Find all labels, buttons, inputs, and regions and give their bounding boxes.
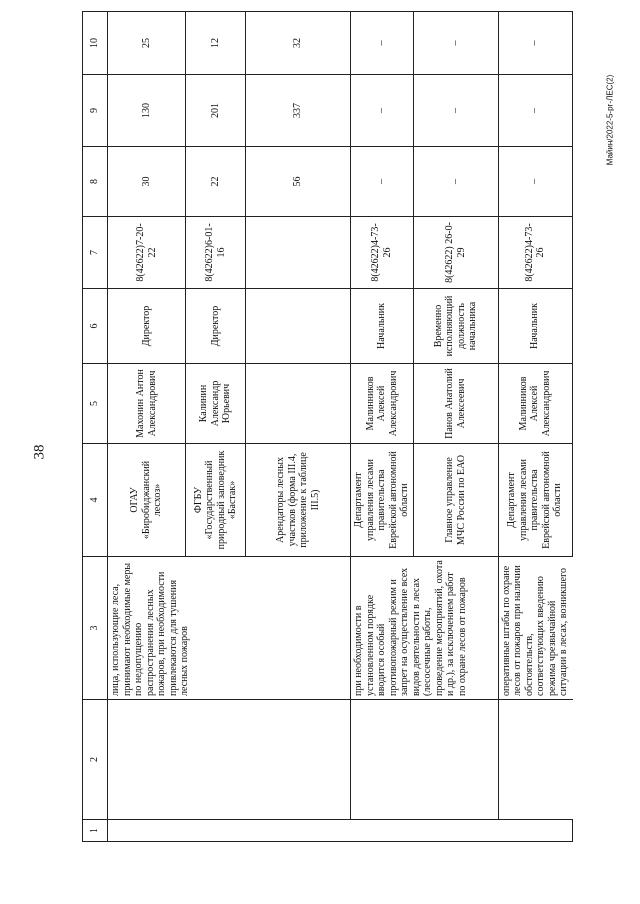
value-col10: 12	[186, 12, 246, 75]
responsible-person	[246, 364, 351, 444]
header-cell-6: 6	[83, 289, 108, 364]
value-col10: 25	[108, 12, 186, 75]
organization: ОГАУ «Биробиджанский лесхоз»	[108, 444, 186, 557]
position: Директор	[108, 289, 186, 364]
position: Начальник	[498, 289, 572, 364]
measure-text: при необходимости в установленном порядке вводится особый противопожарный режим и запрет на осуществление всех видов деятельности в лесах (лесосечные работы, проведение мероприятий, охота и др.), за исключением работ по охране лесов от пожаров	[351, 557, 499, 700]
phone: 8(42622) 26-0-29	[413, 217, 498, 289]
table-row	[498, 12, 572, 842]
position	[246, 289, 351, 364]
organization: ФГБУ «Государственный природный заповедник «Бастак»	[186, 444, 246, 557]
organization: Главное управление МЧС России по ЕАО	[413, 444, 498, 557]
phone: 8(42622)7-20-22	[108, 217, 186, 289]
header-cell-9: 9	[83, 75, 108, 147]
responsible-person: Малинников Алексей Александрович	[351, 364, 414, 444]
page-number: 38	[31, 444, 48, 460]
document-stamp: Майин/2022-5-рг-ЛЕС(2)	[605, 74, 615, 166]
phone: 8(42622)4-73-26	[498, 217, 572, 289]
fire-response-table	[82, 11, 573, 842]
header-cell-10: 10	[83, 12, 108, 75]
responsible-person: Махонин Антон Александрович	[108, 364, 186, 444]
measure-text: лица, использующие леса, принимают необходимые меры по недопущению распространения лесных пожаров, при необходимости привлекаются для тушения лесных пожаров	[108, 557, 351, 700]
value-col8: –	[498, 147, 572, 217]
empty-cell-col2	[498, 700, 572, 820]
value-col10: –	[498, 12, 572, 75]
responsible-person: Малинников Алексей Александрович	[498, 364, 572, 444]
header-cell-5: 5	[83, 364, 108, 444]
responsible-person: Калинин Александр Юрьевич	[186, 364, 246, 444]
position: Временно исполняющий должность начальника	[413, 289, 498, 364]
rotated-table-container	[82, 12, 569, 842]
organization: Департамент управления лесами правительства Еврейской автономной области	[351, 444, 414, 557]
empty-cell-col2	[351, 700, 499, 820]
value-col8: –	[351, 147, 414, 217]
position: Директор	[186, 289, 246, 364]
empty-cell-col2	[108, 700, 351, 820]
position: Начальник	[351, 289, 414, 364]
header-cell-2: 2	[83, 700, 108, 820]
value-col9: –	[413, 75, 498, 147]
organization: Арендаторы лесных участков (форма III.4, приложение к таблице III.5)	[246, 444, 351, 557]
organization: Департамент управления лесами правительства Еврейской автономной области	[498, 444, 572, 557]
phone: 8(42622)6-01-16	[186, 217, 246, 289]
header-cell-8: 8	[83, 147, 108, 217]
header-cell-3: 3	[83, 557, 108, 700]
header-cell-1: 1	[83, 820, 108, 842]
value-col8: 56	[246, 147, 351, 217]
value-col8: 30	[108, 147, 186, 217]
responsible-person: Панов Анатолий Алексеевич	[413, 364, 498, 444]
value-col8: 22	[186, 147, 246, 217]
value-col9: 130	[108, 75, 186, 147]
measure-text: оперативные штабы по охране лесов от пожаров при наличии обстоятельств, соответствующих введению режима чрезвычайной ситуации в лесах, возникшего	[498, 557, 572, 700]
value-col9: –	[351, 75, 414, 147]
phone: 8(42622)4-73-26	[351, 217, 414, 289]
header-cell-4: 4	[83, 444, 108, 557]
table-row	[351, 12, 414, 842]
value-col10: –	[351, 12, 414, 75]
value-col10: 32	[246, 12, 351, 75]
table-row	[108, 12, 186, 842]
value-col8: –	[413, 147, 498, 217]
value-col10: –	[413, 12, 498, 75]
value-col9: –	[498, 75, 572, 147]
header-cell-7: 7	[83, 217, 108, 289]
phone	[246, 217, 351, 289]
header-row	[83, 12, 108, 842]
empty-cell-col1	[108, 820, 573, 842]
value-col9: 201	[186, 75, 246, 147]
value-col9: 337	[246, 75, 351, 147]
